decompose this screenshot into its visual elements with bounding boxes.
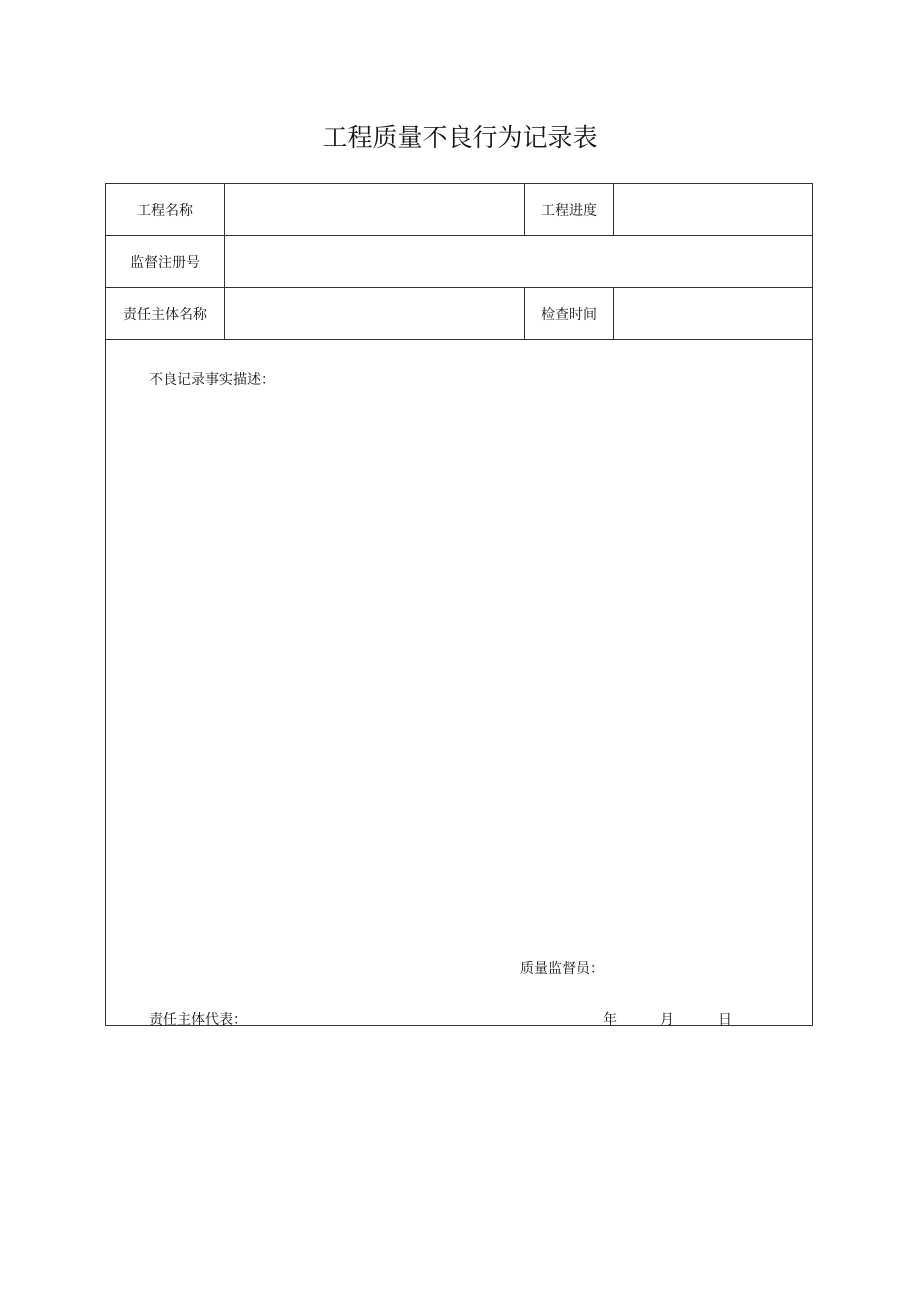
record-form — [105, 183, 813, 1026]
responsible-entity-name-label: 责任主体名称 — [123, 306, 207, 323]
inspection-time-label: 检查时间 — [541, 306, 597, 323]
responsible-entity-name-field[interactable] — [225, 288, 524, 339]
row-divider — [106, 339, 812, 340]
responsible-representative-label: 责任主体代表： — [149, 1012, 247, 1028]
description-field[interactable] — [149, 394, 769, 934]
page-title: 工程质量不良行为记录表 — [322, 123, 598, 152]
project-progress-label: 工程进度 — [541, 202, 597, 219]
month-label: 月 — [660, 1012, 674, 1028]
project-name-label: 工程名称 — [137, 202, 193, 219]
project-progress-field[interactable] — [614, 184, 812, 235]
project-name-field[interactable] — [225, 184, 524, 235]
supervision-reg-no-field[interactable] — [225, 236, 812, 287]
supervision-reg-no-label: 监督注册号 — [130, 254, 200, 271]
inspection-time-field[interactable] — [614, 288, 812, 339]
description-label: 不良记录事实描述： — [149, 372, 275, 388]
day-label: 日 — [718, 1012, 732, 1028]
year-label: 年 — [603, 1012, 617, 1028]
quality-supervisor-label: 质量监督员： — [520, 961, 604, 977]
